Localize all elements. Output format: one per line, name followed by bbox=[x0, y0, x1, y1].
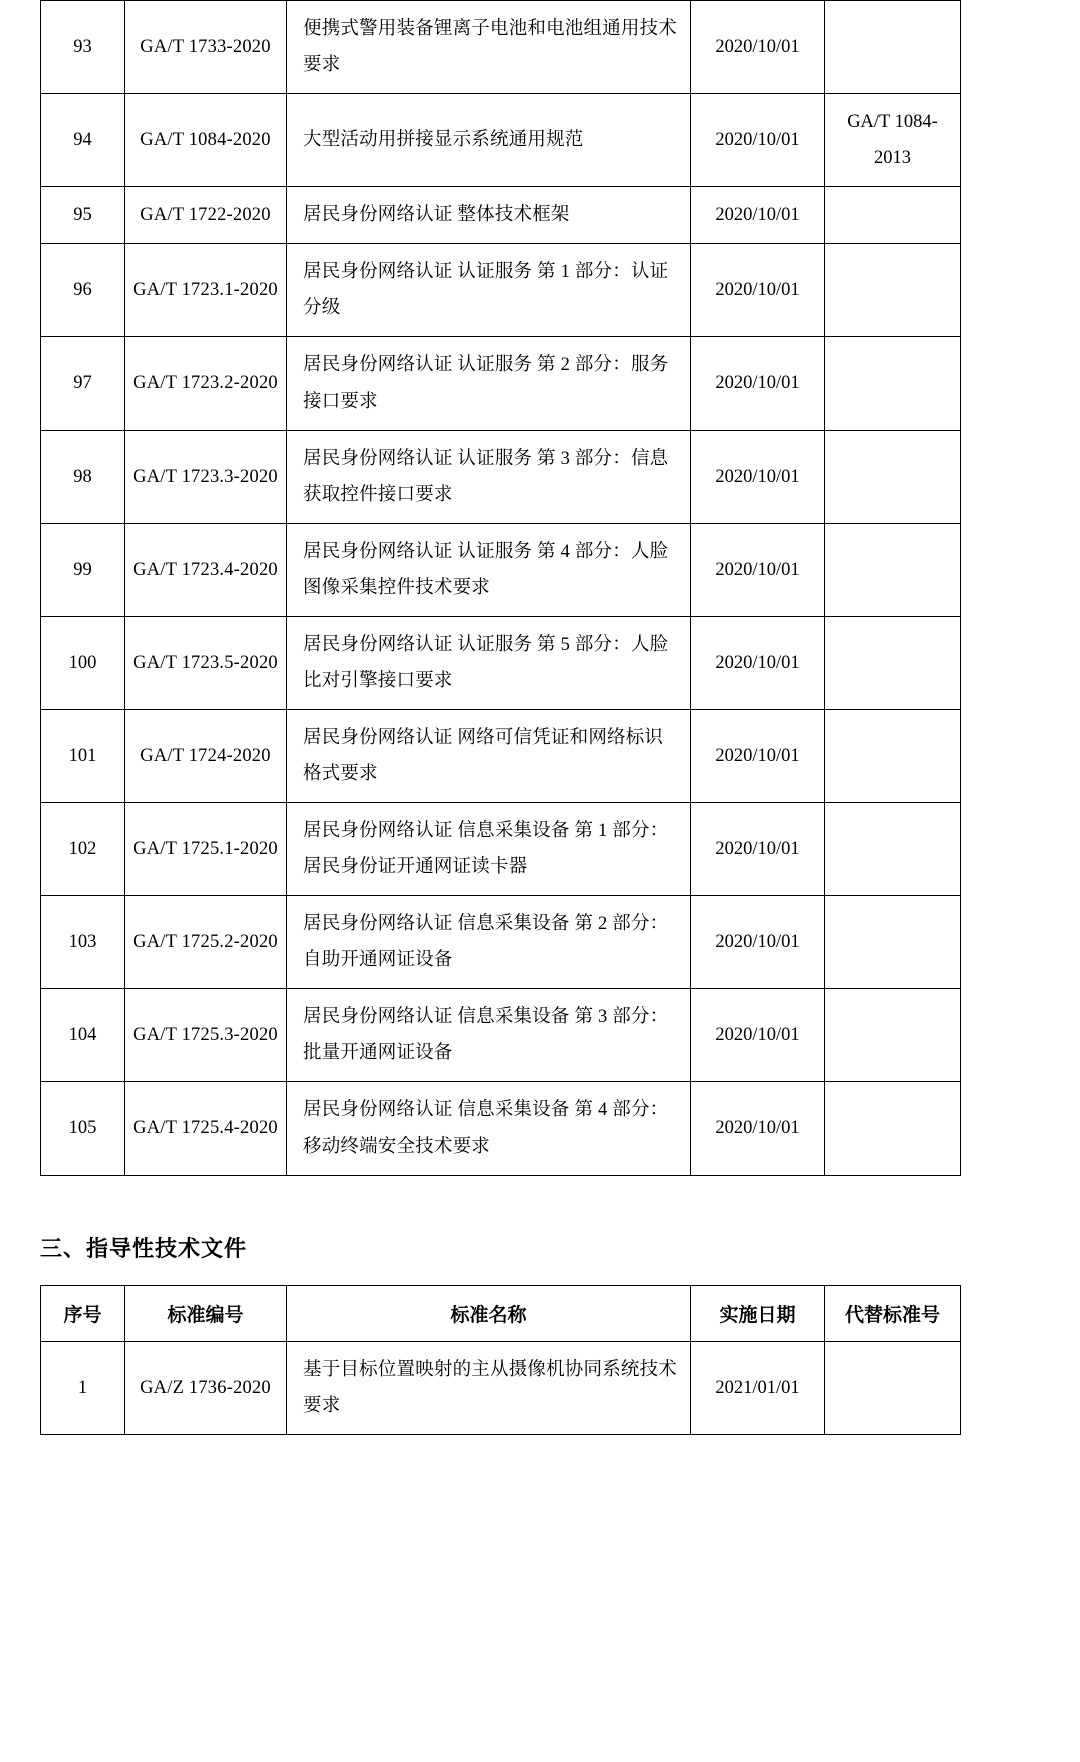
column-header-name: 标准名称 bbox=[450, 1304, 527, 1326]
standards-table-body bbox=[41, 1, 961, 1176]
cell-seq: 1 bbox=[77, 1377, 88, 1398]
table-row bbox=[41, 989, 961, 1082]
cell-replaced bbox=[825, 280, 960, 300]
column-header-code: 标准编号 bbox=[167, 1304, 244, 1326]
cell-replaced bbox=[825, 932, 960, 952]
cell-date: 2021/01/01 bbox=[715, 1377, 800, 1398]
standards-table-continued bbox=[40, 0, 961, 1176]
cell-seq: 94 bbox=[73, 130, 92, 151]
table-row bbox=[41, 1, 961, 94]
cell-date: 2020/10/01 bbox=[715, 559, 800, 580]
cell-date: 2020/10/01 bbox=[715, 932, 800, 953]
cell-seq: 93 bbox=[73, 37, 92, 58]
guidance-table-body bbox=[41, 1285, 961, 1434]
cell-seq: 102 bbox=[68, 839, 97, 860]
table-row bbox=[41, 1341, 961, 1434]
table-row bbox=[41, 1082, 961, 1175]
cell-replaced bbox=[825, 37, 960, 57]
cell-name: 居民身份网络认证 信息采集设备 第 1 部分：居民身份证开通网证读卡器 bbox=[303, 821, 669, 878]
cell-name: 居民身份网络认证 认证服务 第 5 部分：人脸比对引擎接口要求 bbox=[303, 634, 669, 691]
cell-date: 2020/10/01 bbox=[715, 280, 800, 301]
cell-name: 大型活动用拼接显示系统通用规范 bbox=[303, 130, 584, 151]
cell-code: GA/T 1725.4-2020 bbox=[133, 1118, 278, 1139]
cell-name: 居民身份网络认证 信息采集设备 第 3 部分：批量开通网证设备 bbox=[303, 1007, 669, 1064]
cell-code: GA/T 1723.2-2020 bbox=[133, 373, 278, 394]
cell-replaced bbox=[825, 467, 960, 487]
cell-code: GA/T 1722-2020 bbox=[140, 205, 271, 226]
table-row bbox=[41, 94, 961, 187]
cell-name: 居民身份网络认证 认证服务 第 4 部分：人脸图像采集控件技术要求 bbox=[303, 541, 669, 598]
cell-replaced: GA/T 1084-2013 bbox=[847, 112, 938, 169]
cell-replaced bbox=[825, 374, 960, 394]
cell-replaced bbox=[825, 1378, 960, 1398]
cell-date: 2020/10/01 bbox=[715, 130, 800, 151]
cell-date: 2020/10/01 bbox=[715, 1025, 800, 1046]
cell-date: 2020/10/01 bbox=[715, 373, 800, 394]
guidance-table bbox=[40, 1285, 961, 1435]
cell-code: GA/T 1723.4-2020 bbox=[133, 559, 278, 580]
table-row bbox=[41, 187, 961, 244]
cell-seq: 97 bbox=[73, 373, 92, 394]
cell-date: 2020/10/01 bbox=[715, 839, 800, 860]
cell-replaced bbox=[825, 746, 960, 766]
table-row bbox=[41, 803, 961, 896]
cell-seq: 100 bbox=[68, 652, 97, 673]
cell-replaced bbox=[825, 1119, 960, 1139]
cell-date: 2020/10/01 bbox=[715, 652, 800, 673]
cell-name: 基于目标位置映射的主从摄像机协同系统技术要求 bbox=[303, 1359, 678, 1416]
table-row bbox=[41, 430, 961, 523]
cell-date: 2020/10/01 bbox=[715, 745, 800, 766]
cell-code: GA/T 1725.2-2020 bbox=[133, 932, 278, 953]
cell-name: 居民身份网络认证 整体技术框架 bbox=[303, 205, 570, 226]
cell-date: 2020/10/01 bbox=[715, 466, 800, 487]
cell-date: 2020/10/01 bbox=[715, 1118, 800, 1139]
section-heading-guidance: 三、指导性技术文件 bbox=[40, 1235, 248, 1261]
column-header-date: 实施日期 bbox=[719, 1304, 796, 1326]
page-bottom-spacer bbox=[40, 1435, 1040, 1475]
cell-seq: 101 bbox=[68, 745, 97, 766]
table-row bbox=[41, 709, 961, 802]
cell-seq: 96 bbox=[73, 280, 92, 301]
cell-code: GA/T 1723.3-2020 bbox=[133, 466, 278, 487]
cell-replaced bbox=[825, 1025, 960, 1045]
cell-seq: 105 bbox=[68, 1118, 97, 1139]
cell-name: 居民身份网络认证 网络可信凭证和网络标识格式要求 bbox=[303, 727, 664, 784]
cell-seq: 103 bbox=[68, 932, 97, 953]
column-header-replaced: 代替标准号 bbox=[844, 1304, 940, 1326]
cell-code: GA/T 1733-2020 bbox=[140, 37, 271, 58]
column-header-seq: 序号 bbox=[63, 1304, 102, 1326]
cell-name: 居民身份网络认证 信息采集设备 第 4 部分：移动终端安全技术要求 bbox=[303, 1100, 669, 1157]
table-row bbox=[41, 523, 961, 616]
cell-code: GA/T 1725.3-2020 bbox=[133, 1025, 278, 1046]
cell-seq: 104 bbox=[68, 1025, 97, 1046]
cell-code: GA/T 1725.1-2020 bbox=[133, 839, 278, 860]
cell-name: 居民身份网络认证 信息采集设备 第 2 部分：自助开通网证设备 bbox=[303, 914, 669, 971]
cell-date: 2020/10/01 bbox=[715, 205, 800, 226]
cell-replaced bbox=[825, 205, 960, 225]
cell-replaced bbox=[825, 839, 960, 859]
cell-name: 居民身份网络认证 认证服务 第 3 部分：信息获取控件接口要求 bbox=[303, 448, 669, 505]
cell-code: GA/T 1084-2020 bbox=[140, 130, 271, 151]
table-header-row bbox=[41, 1285, 961, 1341]
table-row bbox=[41, 616, 961, 709]
cell-replaced bbox=[825, 653, 960, 673]
cell-code: GA/T 1724-2020 bbox=[140, 745, 271, 766]
cell-name: 便携式警用装备锂离子电池和电池组通用技术要求 bbox=[303, 19, 678, 76]
cell-replaced bbox=[825, 560, 960, 580]
table-row bbox=[41, 244, 961, 337]
cell-seq: 98 bbox=[73, 466, 92, 487]
cell-name: 居民身份网络认证 认证服务 第 1 部分：认证分级 bbox=[303, 262, 669, 319]
table-row bbox=[41, 896, 961, 989]
cell-seq: 99 bbox=[73, 559, 92, 580]
cell-code: GA/T 1723.5-2020 bbox=[133, 652, 278, 673]
cell-date: 2020/10/01 bbox=[715, 37, 800, 58]
cell-code: GA/T 1723.1-2020 bbox=[133, 280, 278, 301]
cell-code: GA/Z 1736-2020 bbox=[140, 1377, 271, 1398]
table-row bbox=[41, 337, 961, 430]
cell-seq: 95 bbox=[73, 205, 92, 226]
cell-name: 居民身份网络认证 认证服务 第 2 部分：服务接口要求 bbox=[303, 355, 669, 412]
